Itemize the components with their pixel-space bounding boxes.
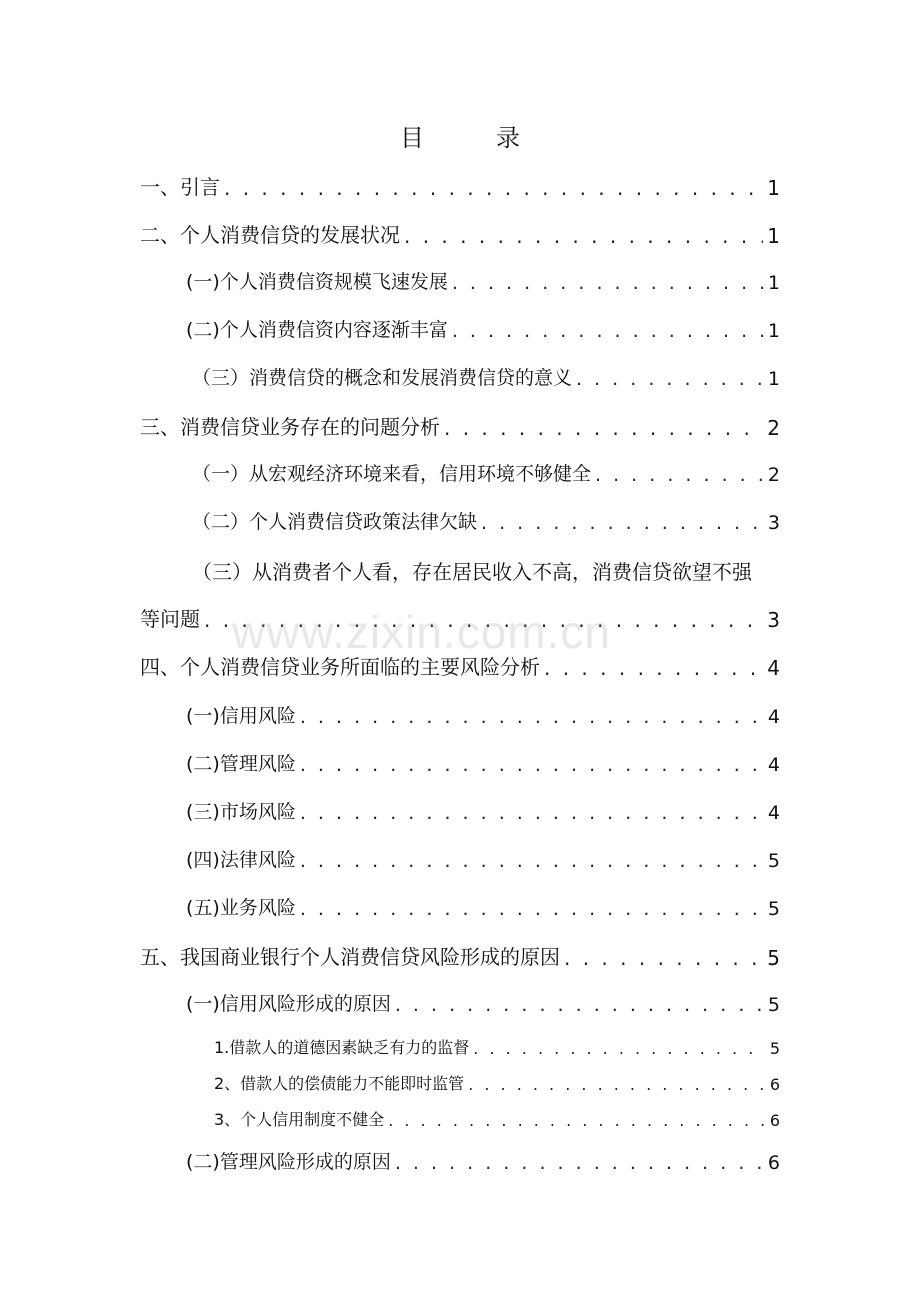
toc-entry-label: 2、借款人的偿债能力不能即时监管: [214, 1074, 465, 1093]
toc-page-number: 1: [767, 224, 780, 248]
toc-page-number: 5: [767, 898, 780, 920]
toc-entry[interactable]: [214, 1108, 780, 1130]
toc-entry[interactable]: [140, 604, 780, 632]
toc-entry-label: 3、个人信用制度不健全: [214, 1110, 385, 1129]
dot-leader: [300, 754, 764, 776]
toc-entry[interactable]: [140, 220, 780, 248]
toc-entry-label: 1.借款人的道德因素缺乏有力的监督: [214, 1038, 470, 1057]
toc-entry-wrapped-line[interactable]: （三）从消费者个人看，存在居民收入不高，消费信贷欲望不强: [192, 560, 752, 584]
toc-page-number: 4: [767, 754, 780, 776]
toc-entry[interactable]: [214, 1036, 780, 1058]
dot-leader: [204, 608, 763, 632]
toc-page-number: 3: [767, 512, 780, 534]
dot-leader: [388, 1111, 766, 1130]
toc-entry-label: （二）个人消费信贷政策法律欠缺: [192, 511, 478, 533]
toc-entry-label: (二)管理风险: [186, 753, 296, 775]
toc-entry-label: 五、我国商业银行个人消费信贷风险形成的原因: [140, 945, 560, 969]
dot-leader: [452, 320, 764, 342]
toc-page-number: 1: [767, 176, 780, 200]
toc-page-number: 1: [767, 272, 780, 294]
dot-leader: [395, 1152, 764, 1174]
dot-leader: [452, 272, 764, 294]
dot-leader: [224, 176, 763, 200]
toc-entry-label: 三、消费信贷业务存在的问题分析: [140, 415, 440, 439]
dot-leader: [564, 946, 763, 970]
toc-entry[interactable]: [192, 364, 780, 390]
toc-entry-label: 一、引言: [140, 175, 220, 199]
toc-entry-label: (二)个人消费信资内容逐渐丰富: [186, 319, 448, 341]
toc-page-number: 1: [767, 368, 780, 390]
toc-page-number: 2: [767, 464, 780, 486]
toc-entry-label: 二、个人消费信贷的发展状况: [140, 223, 400, 247]
toc-entry[interactable]: [214, 1072, 780, 1094]
toc-entry-label: (三)市场风险: [186, 801, 296, 823]
dot-leader: [300, 898, 764, 920]
toc-entry-label: (四)法律风险: [186, 849, 296, 871]
toc-page-number: 5: [767, 946, 780, 970]
dot-leader: [444, 416, 763, 440]
toc-entry[interactable]: [186, 894, 780, 920]
toc-entry[interactable]: [186, 750, 780, 776]
watermark: www.zixin.com.cn: [232, 606, 611, 658]
toc-page-number: 4: [767, 802, 780, 824]
dot-leader: [544, 656, 763, 680]
toc-page-number: 6: [769, 1075, 780, 1094]
toc-entry[interactable]: [140, 652, 780, 680]
toc-entry[interactable]: [186, 316, 780, 342]
toc-entry-label: 等问题: [140, 607, 200, 631]
toc-page-number: 6: [767, 1152, 780, 1174]
toc-page-number: 4: [767, 706, 780, 728]
toc-entry[interactable]: [192, 460, 780, 486]
page-title: 目 录: [400, 124, 544, 152]
toc-entry-label: (一)个人消费信资规模飞速发展: [186, 271, 448, 293]
toc-page-number: 3: [767, 608, 780, 632]
toc-entry-label: (一)信用风险: [186, 705, 296, 727]
toc-entry-label: （三）消费信贷的概念和发展消费信贷的意义: [192, 367, 573, 389]
dot-leader: [300, 706, 764, 728]
dot-leader: [395, 994, 764, 1016]
toc-page-number: 5: [767, 994, 780, 1016]
dot-leader: [595, 464, 764, 486]
dot-leader: [404, 224, 763, 248]
toc-page-number: 4: [767, 656, 780, 680]
toc-entry[interactable]: [186, 268, 780, 294]
toc-entry[interactable]: [186, 702, 780, 728]
dot-leader: [481, 512, 764, 534]
toc-entry-label: (五)业务风险: [186, 897, 296, 919]
toc-page-number: 1: [767, 320, 780, 342]
toc-entry[interactable]: [140, 412, 780, 440]
toc-entry-label: （一）从宏观经济环境来看，信用环境不够健全: [192, 463, 592, 485]
dot-leader: [300, 802, 764, 824]
toc-entry[interactable]: [186, 798, 780, 824]
toc-entry[interactable]: [140, 942, 780, 970]
toc-entry[interactable]: [192, 508, 780, 534]
dot-leader: [300, 850, 764, 872]
dot-leader: [473, 1039, 766, 1058]
toc-page-number: 5: [769, 1039, 780, 1058]
toc-entry[interactable]: [140, 172, 780, 200]
toc-entry[interactable]: [186, 1148, 780, 1174]
toc-page-number: 6: [769, 1111, 780, 1130]
dot-leader: [468, 1075, 766, 1094]
toc-entry-label: (二)管理风险形成的原因: [186, 1151, 391, 1173]
toc-entry-label: (一)信用风险形成的原因: [186, 993, 391, 1015]
dot-leader: [576, 368, 764, 390]
toc-page-number: 2: [767, 416, 780, 440]
toc-entry[interactable]: [186, 846, 780, 872]
toc-entry-label: 四、个人消费信贷业务所面临的主要风险分析: [140, 655, 540, 679]
toc-entry[interactable]: [186, 990, 780, 1016]
toc-page-number: 5: [767, 850, 780, 872]
